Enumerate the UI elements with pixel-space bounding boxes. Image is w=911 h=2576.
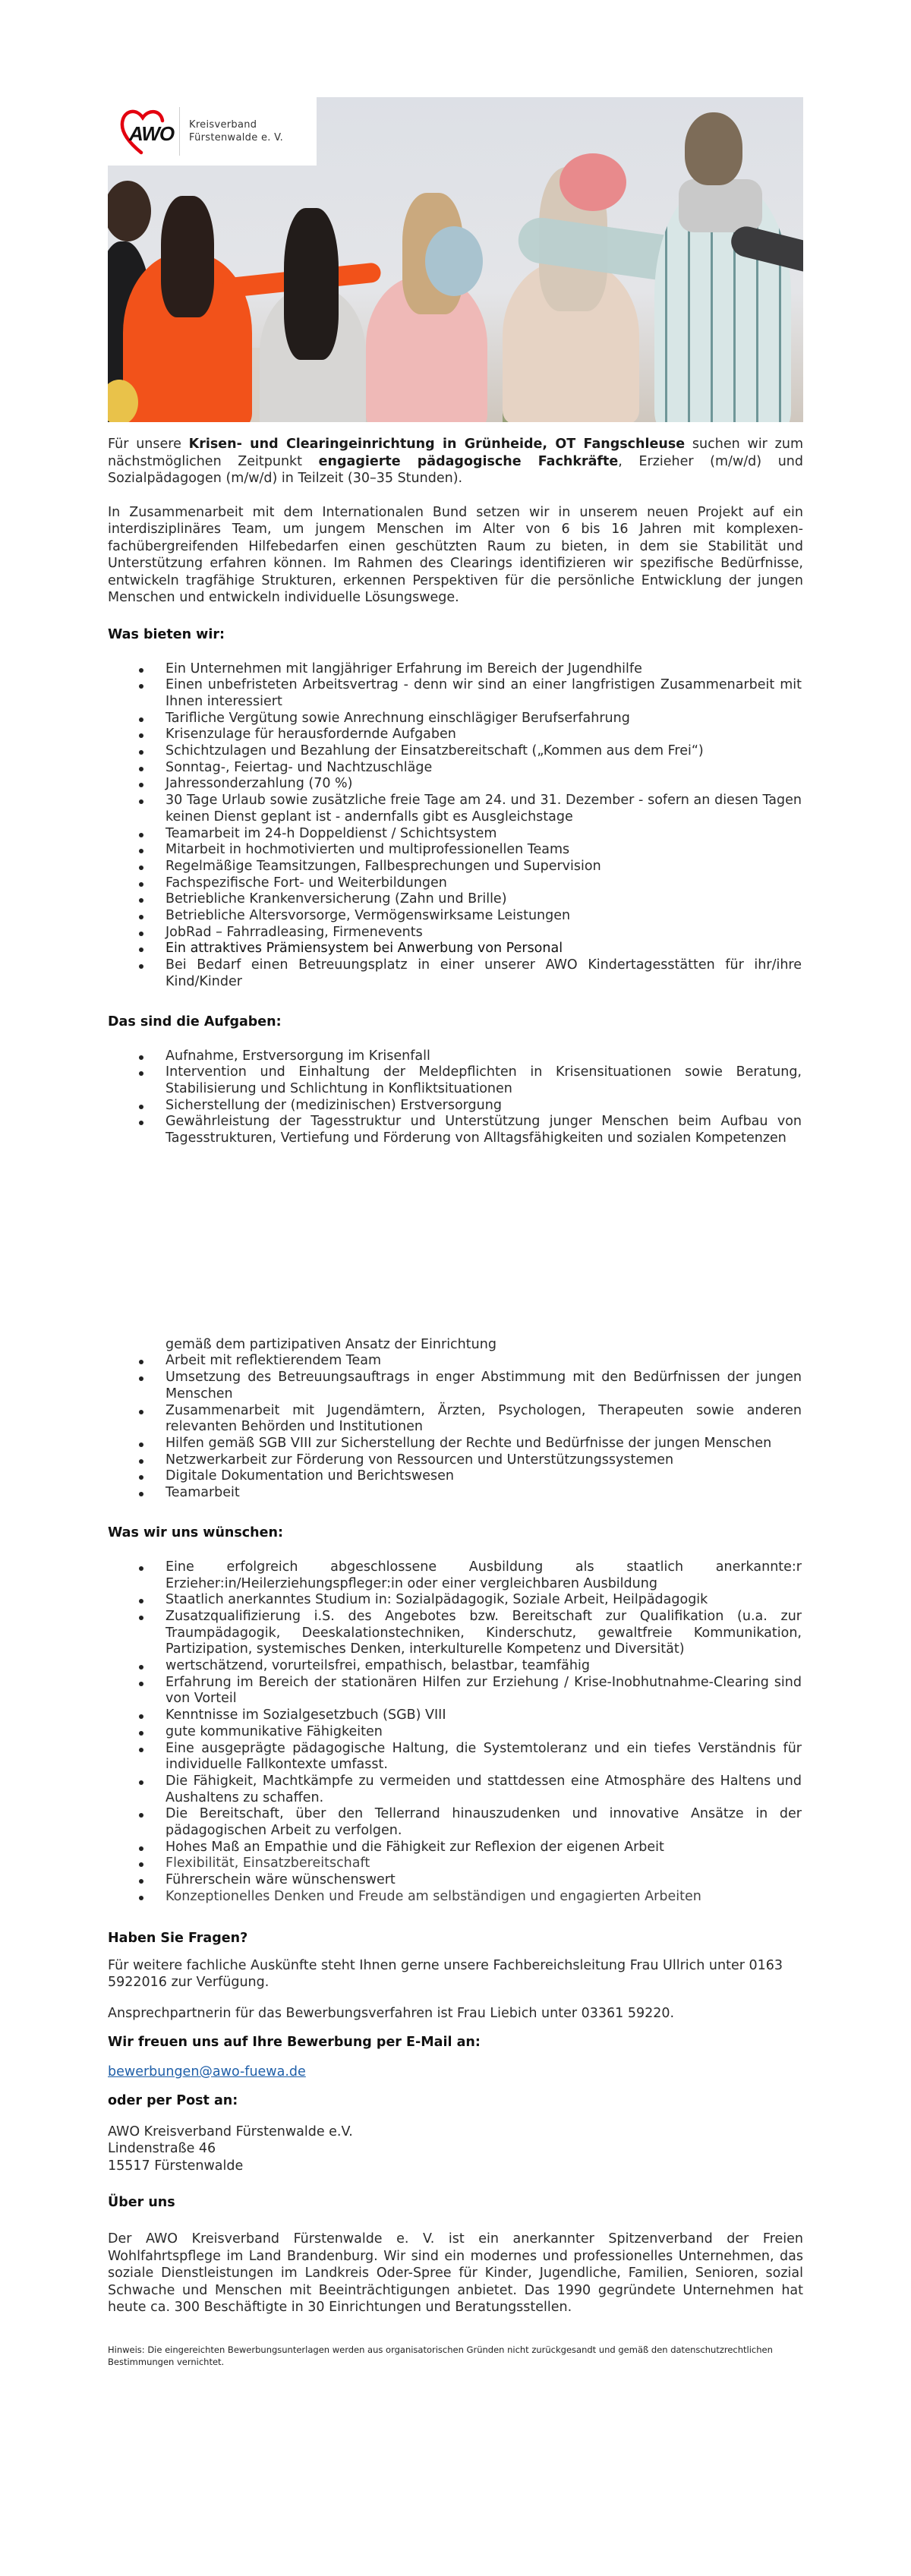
- hero-image: [108, 97, 803, 422]
- list-item: Aufnahme, Erstversorgung im Krisenfall: [108, 1048, 803, 1065]
- list-item: Bei Bedarf einen Betreuungsplatz in einer unserer AWO Kindertagesstätten für ihr/ihre Kind/Kinder: [108, 957, 803, 990]
- offer-heading: Was bieten wir:: [108, 626, 225, 642]
- list-item: Führerschein wäre wünschenswert: [108, 1872, 803, 1889]
- application-email-link[interactable]: bewerbungen@awo-fuewa.de: [108, 2064, 306, 2079]
- privacy-note: Hinweis: Die eingereichten Bewerbungsunterlagen werden aus organisatorischen Gründen nicht zurückgesandt und gemäß den datenschutzrechtlichen Bestimmungen vernichtet.: [108, 2344, 773, 2367]
- list-item: Staatlich anerkanntes Studium in: Sozialpädagogik, Soziale Arbeit, Heilpädagogik: [108, 1592, 803, 1609]
- hero-person-hair: [161, 196, 214, 317]
- list-item: Krisenzulage für herausfordernde Aufgaben: [108, 727, 803, 743]
- hero-hood: [679, 179, 762, 232]
- spacer: [108, 487, 803, 504]
- list-item: Konzeptionelles Denken und Freude am selbständigen und engagierten Arbeiten: [108, 1889, 803, 1906]
- facility-name: Krisen- und Clearingeinrichtung in Grünheide, OT Fangschleuse: [188, 437, 686, 452]
- list-item: Die Bereitschaft, über den Tellerrand hinauszudenken und innovative Ansätze in der pädagogischen Arbeit zu verfolgen.: [108, 1806, 803, 1839]
- list-item: Regelmäßige Teamsitzungen, Fallbesprechungen und Supervision: [108, 859, 803, 875]
- list-item: Sicherstellung der (medizinischen) Erstversorgung: [108, 1098, 803, 1115]
- list-item: Jahressonderzahlung (70 %): [108, 776, 803, 793]
- about-text: Der AWO Kreisverband Fürstenwalde e. V. ist ein anerkannter Spitzenverband der Freien Wohlfahrtspflege im Land Brandenburg. Wir sind ein modernes und professionelles Unternehmen, das soziale Dienstleistungen im Landkreis Oder-Spree für Kinder, Jugendliche, Familien, Senioren, sozial Schwache und Menschen mit Beeinträchtigungen anbietet. Das 1990 gegründete Unternehmen hat heute ca. 300 Beschäftigte in 30 Einrichtungen und Beratungsstellen.: [108, 2231, 803, 2316]
- list-item: Eine erfolgreich abgeschlossene Ausbildung als staatlich anerkannte:r Erzieher:in/Heilerziehungspfleger:in oder einer vergleichbaren Ausbildung: [108, 1559, 803, 1592]
- logo-divider: [179, 107, 180, 156]
- position-title: engagierte pädagogische Fachkräfte: [318, 453, 619, 469]
- awo-heart-icon: [118, 106, 173, 157]
- list-item: wertschätzend, vorurteilsfrei, empathisch, belastbar, teamfähig: [108, 1658, 803, 1675]
- hero-person-head: [685, 112, 742, 185]
- hero-person-hair: [284, 208, 339, 360]
- list-item: Kenntnisse im Sozialgesetzbuch (SGB) VIII: [108, 1707, 803, 1724]
- address-line-2: Lindenstraße 46: [108, 2141, 216, 2157]
- list-item: Hilfen gemäß SGB VIII zur Sicherstellung der Rechte und Bedürfnisse der jungen Menschen: [108, 1436, 803, 1452]
- job-posting: [108, 97, 803, 2368]
- email-row: [108, 2064, 803, 2081]
- logo-org-name: [189, 118, 283, 144]
- wishes-list: [108, 1559, 803, 1906]
- list-item: Zusatzqualifizierung i.S. des Angebotes bzw. Bereitschaft zur Qualifikation (u.a. zur Traumpädagogik, Deeskalationstechniken, Kinderschutz, gewaltfreie Kommunikation, Partizipation, systemisches Denken, interkulturelle Kompetenz und Diversität): [108, 1609, 803, 1658]
- tasks-list-continued: [108, 1337, 803, 1502]
- intro-paragraph-1: [108, 436, 803, 487]
- intro-paragraph-2: In Zusammenarbeit mit dem Internationalen Bund setzen wir in unserem neuen Projekt auf ein interdisziplinäres Team, um jungem Menschen im Alter von 6 bis 16 Jahren mit komplexen-fachübergreifenden Hilfebedarfen einen geschützten Raum zu bieten, in dem sie Stabilität und Unterstützung erfahren können. Im Rahmen des Clearings identifizieren wir spezifische Bedürfnisse, entwickeln tragfähige Strukturen, erkennen Perspektiven für die persönliche Entwicklung der jungen Menschen und entwickeln individuelle Lösungswege.: [108, 504, 803, 605]
- logo-line-2: Fürstenwalde e. V.: [189, 132, 284, 143]
- list-item: Betriebliche Krankenversicherung (Zahn und Brille): [108, 891, 803, 908]
- address-line-1: AWO Kreisverband Fürstenwalde e.V.: [108, 2124, 353, 2139]
- list-item: Netzwerkarbeit zur Förderung von Ressourcen und Unterstützungssystemen: [108, 1452, 803, 1469]
- intro-text: Für unsere: [108, 437, 189, 452]
- email-application-heading: Wir freuen uns auf Ihre Bewerbung per E-Mail an:: [108, 2035, 481, 2051]
- logo-line-1: Kreisverband: [189, 119, 257, 131]
- wishes-heading: Was wir uns wünschen:: [108, 1524, 283, 1540]
- list-item: Teamarbeit im 24-h Doppeldienst / Schichtsystem: [108, 826, 803, 843]
- list-item: 30 Tage Urlaub sowie zusätzliche freie Tage am 24. und 31. Dezember - sofern an diesen Tagen keinen Dienst geplant ist - andernfalls gibt es Ausgleichstage: [108, 793, 803, 825]
- list-item-continuation: gemäß dem partizipativen Ansatz der Einrichtung: [165, 1336, 496, 1352]
- address-line-3: 15517 Fürstenwalde: [108, 2158, 244, 2174]
- list-item: Betriebliche Altersvorsorge, Vermögenswirksame Leistungen: [108, 908, 803, 925]
- list-item: Teamarbeit: [108, 1485, 803, 1502]
- list-item: Sonntag-, Feiertag- und Nachtzuschläge: [108, 760, 803, 777]
- list-item: Hohes Maß an Empathie und die Fähigkeit zur Reflexion der eigenen Arbeit: [108, 1840, 803, 1856]
- list-item: Flexibilität, Einsatzbereitschaft: [108, 1856, 803, 1872]
- list-item: Fachspezifische Fort- und Weiterbildungen: [108, 875, 803, 892]
- list-item: Zusammenarbeit mit Jugendämtern, Ärzten, Psychologen, Therapeuten sowie anderen relevanten Behörden und Institutionen: [108, 1403, 803, 1436]
- post-application-heading: oder per Post an:: [108, 2093, 238, 2109]
- list-item: Umsetzung des Betreuungsauftrags in enger Abstimmung mit den Bedürfnissen der jungen Menschen: [108, 1370, 803, 1402]
- hero-balloon-blue: [425, 226, 483, 296]
- offer-list: [108, 661, 803, 991]
- tasks-list: [108, 1048, 803, 1147]
- list-item: JobRad – Fahrradleasing, Firmenevents: [108, 925, 803, 941]
- list-item: Arbeit mit reflektierendem Team: [108, 1353, 803, 1370]
- postal-address: [108, 2124, 803, 2175]
- awo-logo: [108, 97, 317, 166]
- tasks-heading: Das sind die Aufgaben:: [108, 1014, 282, 1029]
- list-item: Ein attraktives Prämiensystem bei Anwerbung von Personal: [108, 941, 803, 957]
- list-item: Digitale Dokumentation und Berichtswesen: [108, 1468, 803, 1485]
- posting-content: [108, 436, 803, 2368]
- questions-heading: Haben Sie Fragen?: [108, 1930, 248, 1946]
- intro-text: suchen wir zum nächstmöglichen Zeitpunkt: [108, 437, 803, 469]
- list-item: Einen unbefristeten Arbeitsvertrag - denn wir sind an einer langfristigen Zusammenarbeit mit Ihnen interessiert: [108, 677, 803, 710]
- about-heading: Über uns: [108, 2195, 175, 2211]
- list-item: Ein Unternehmen mit langjähriger Erfahrung im Bereich der Jugendhilfe: [108, 661, 803, 678]
- intro-text: , Erzieher (m/w/d) und Sozialpädagogen (m/w/d) in Teilzeit (30–35 Stunden).: [108, 453, 804, 486]
- contact-application-text: Ansprechpartnerin für das Bewerbungsverfahren ist Frau Liebich unter 03361 59220.: [108, 2005, 675, 2021]
- awo-brand-text: AWO: [129, 122, 175, 145]
- list-item: Erfahrung im Bereich der stationären Hilfen zur Erziehung / Krise-Inobhutnahme-Clearing sind von Vorteil: [108, 1675, 803, 1707]
- list-item: Die Fähigkeit, Machtkämpfe zu vermeiden und stattdessen eine Atmosphäre des Haltens und Aushaltens zu schaffen.: [108, 1774, 803, 1806]
- list-item: Eine ausgeprägte pädagogische Haltung, die Systemtoleranz und ein tiefes Verständnis für individuelle Fallkontexte umfasst.: [108, 1741, 803, 1774]
- list-item: Tarifliche Vergütung sowie Anrechnung einschlägiger Berufserfahrung: [108, 711, 803, 727]
- list-item: Gewährleistung der Tagesstruktur und Unterstützung junger Menschen beim Aufbau von Tagesstrukturen, Vertiefung und Förderung von Alltagsfähigkeiten und sozialen Kompetenzen: [108, 1114, 803, 1146]
- list-item: Schichtzulagen und Bezahlung der Einsatzbereitschaft („Kommen aus dem Frei“): [108, 743, 803, 760]
- list-item: gute kommunikative Fähigkeiten: [108, 1724, 803, 1741]
- contact-specialist-text: Für weitere fachliche Auskünfte steht Ihnen gerne unsere Fachbereichsleitung Frau Ullrich unter 0163 5922016 zur Verfügung.: [108, 1957, 783, 1991]
- page-break-gap: [108, 1147, 803, 1337]
- list-item: Intervention und Einhaltung der Meldepflichten in Krisensituationen sowie Beratung, Stabilisierung und Schlichtung in Konfliktsituationen: [108, 1064, 803, 1097]
- list-item: Mitarbeit in hochmotivierten und multiprofessionellen Teams: [108, 842, 803, 859]
- hero-balloon-pink: [560, 153, 626, 211]
